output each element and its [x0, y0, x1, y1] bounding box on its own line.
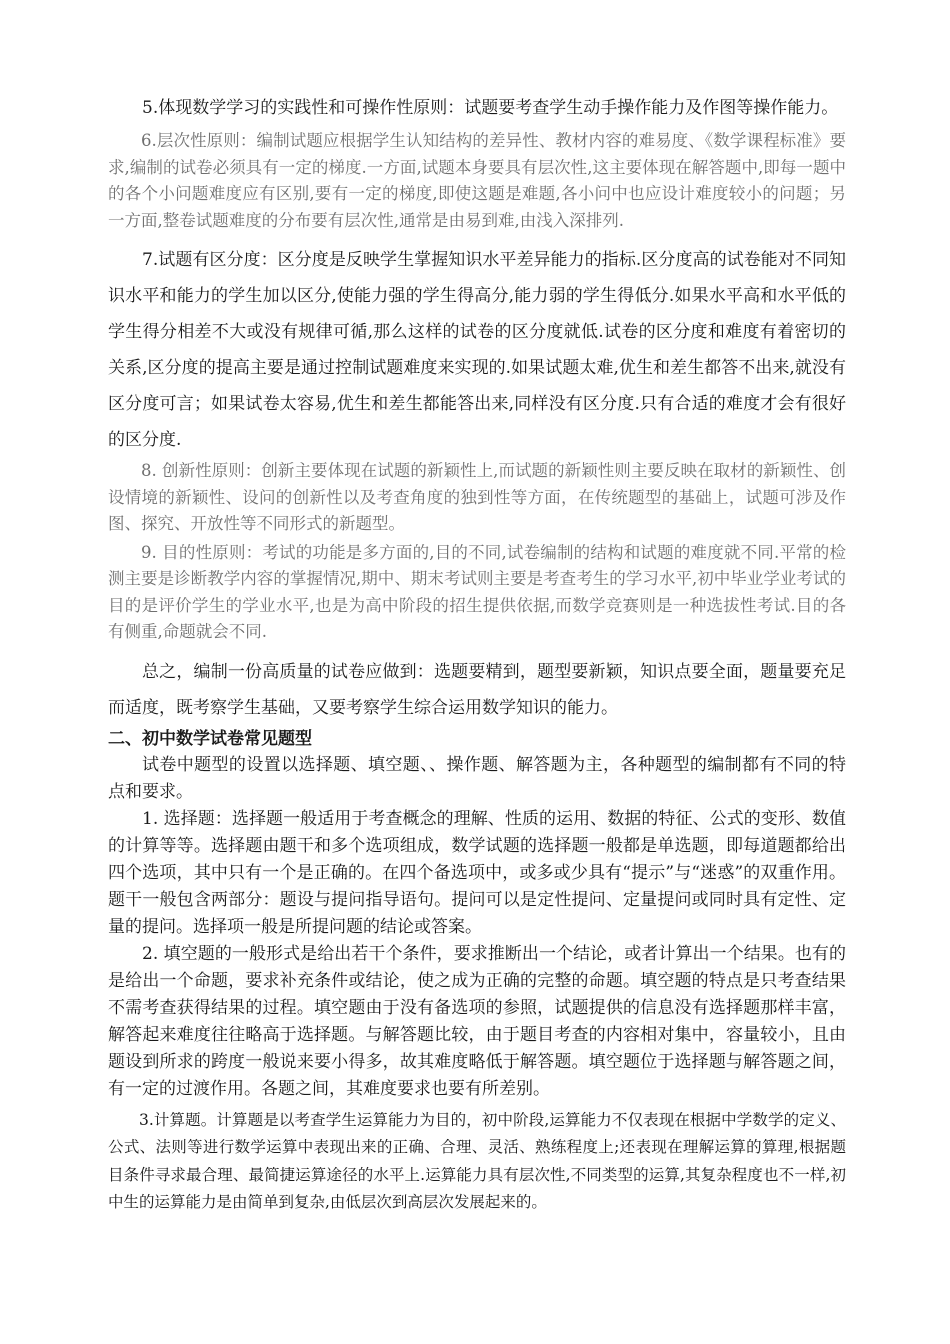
paragraph-principle-6: 6.层次性原则：编制试题应根据学生认知结构的差异性、教材内容的难易度、《数学课程标准》要求,编制的试卷必须具有一定的梯度.一方面,试题本身要具有层次性,这主要体现在解答题中,即每一题中的各个小问题难度应有区别,要有一定的梯度,即使这题是难题,各小问中也应设计难度较小的问题；另一方面,整卷试题难度的分布要有层次性,通常是由易到难,由浅入深排列.: [108, 131, 846, 230]
paragraph-fill-blank: 2. 填空题的一般形式是给出若干个条件，要求推断出一个结论，或者计算出一个结果。也有的是给出一个命题，要求补充条件或结论，使之成为正确的完整的命题。填空题的特点是只考查结果不需考查获得结果的过程。填空题由于没有备选项的参照，试题提供的信息没有选择题那样丰富，解答起来难度往往略高于选择题。与解答题比较，由于题目考查的内容相对集中，容量较小，且由题设到所求的跨度一般说来要小得多，故其难度略低于解答题。填空题位于选择题与解答题之间，有一定的过渡作用。各题之间，其难度要求也要有所差别。: [108, 943, 846, 1099]
paragraph-principle-5: 5.体现数学学习的实践性和可操作性原则：试题要考查学生动手操作能力及作图等操作能力。: [142, 98, 839, 118]
paragraph-principle-8: 8. 创新性原则：创新主要体现在试题的新颖性上,而试题的新颖性则主要反映在取材的新颖性、创设情境的新颖性、设问的创新性以及考查角度的独到性等方面，在传统题型的基础上，试题可涉及作图、探究、开放性等不同形式的新题型。: [108, 461, 846, 533]
paragraph-calculation: 3.计算题。计算题是以考查学生运算能力为目的，初中阶段,运算能力不仅表现在根据中学数学的定义、公式、法则等进行数学运算中表现出来的正确、合理、灵活、熟练程度上;还表现在理解运算的算理,根据题目条件寻求最合理、最简捷运算途径的水平上.运算能力具有层次性,不同类型的运算,其复杂程度也不一样,初中生的运算能力是由简单到复杂,由低层次到高层次发展起来的。: [108, 1110, 846, 1211]
paragraph-principle-9: 9. 目的性原则：考试的功能是多方面的,目的不同,试卷编制的结构和试题的难度就不同.平常的检测主要是诊断教学内容的掌握情况,期中、期末考试则主要是考查考生的学习水平,初中毕业学业考试的目的是评价学生的学业水平,也是为高中阶段的招生提供依据,而数学竞赛则是一种选拔性考试.目的各有侧重,命题就会不同.: [108, 542, 846, 641]
section-heading: 二、初中数学试卷常见题型: [108, 728, 312, 749]
paragraph-summary: 总之，编制一份高质量的试卷应做到：选题要精到，题型要新颖，知识点要全面，题量要充足而适度，既考察学生基础，又要考察学生综合运用数学知识的能力。: [108, 661, 846, 718]
paragraph-principle-7: 7.试题有区分度：区分度是反映学生掌握知识水平差异能力的指标.区分度高的试卷能对不同知识水平和能力的学生加以区分,使能力强的学生得高分,能力弱的学生得低分.如果水平高和水平低的学生得分相差不大或没有规律可循,那么这样的试卷的区分度就低.试卷的区分度和难度有着密切的关系,区分度的提高主要是通过控制试题难度来实现的.如果试题太难,优生和差生都答不出来,就没有区分度可言；如果试卷太容易,优生和差生都能答出来,同样没有区分度.只有合适的难度才会有很好的区分度.: [108, 250, 846, 450]
document-page: [108, 90, 846, 1217]
paragraph-choice-question: 1. 选择题：选择题一般适用于考查概念的理解、性质的运用、数据的特征、公式的变形、数值的计算等等。选择题由题干和多个选项组成，数学试题的选择题一般都是单选题，即每道题都给出四个选项，其中只有一个是正确的。在四个备选项中，或多或少具有“提示”与“迷惑”的双重作用。题干一般包含两部分：题设与提问指导语句。提问可以是定性提问、定量提问或同时具有定性、定量的提问。选择项一般是所提问题的结论或答案。: [108, 808, 846, 937]
paragraph-intro: 试卷中题型的设置以选择题、填空题、、操作题、解答题为主，各种题型的编制都有不同的特点和要求。: [108, 754, 846, 802]
